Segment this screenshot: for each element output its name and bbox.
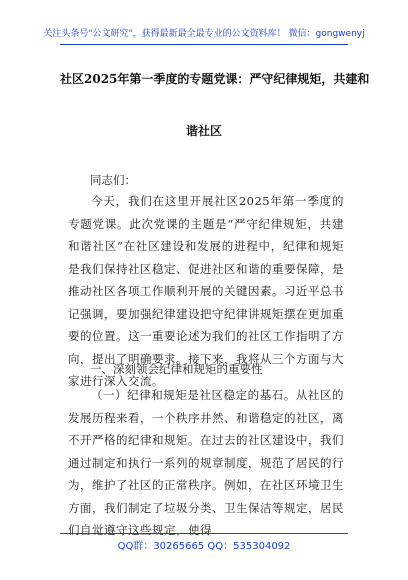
footer-divider <box>60 533 348 534</box>
section-paragraph: （一）纪律和规矩是社区稳定的基石。从社区的发展历程来看，一个秩序井然、和谐稳定的社区，离不开严格的纪律和规矩。在过去的社区建设中，我们通过制定和执行一系列的规章制度，规范了居民的行为，维护了社区的正常秩序。例如，在社区环境卫生方面，我们制定了垃圾分类、卫生保洁等规定，居民们自觉遵守这些规定，使得 <box>68 388 344 537</box>
intro-paragraph: 今天，我们在这里开展社区2025年第一季度的专题党课。此次党课的主题是“严守纪律规矩，共建和谐社区”在社区建设和发展的进程中，纪律和规矩是我们保持社区稳定、促进社区和谐的重要保障，是推动社区各项工作顺利开展的关键因素。习近平总书记强调，要加强纪律建设把守纪律讲规矩摆在更加重要的位置。这一重要论述为我们的社区工作指明了方向，提出了明确要求。接下来，我将从三个方面与大家进行深入交流。 <box>68 194 344 388</box>
footer-contact-text: QQ群：30265665 QQ：535304092 <box>117 541 291 552</box>
salutation: 同志们： <box>90 173 136 187</box>
header-promo-text: 关注头条号"公文研究"，获得最新最全最专业的公文资料库！ 微信：gongwenyj <box>43 29 365 39</box>
document-title-line-1: 社区2025年第一季度的专题党课：严守纪律规矩，共建和 <box>60 72 370 86</box>
header-divider <box>60 44 348 45</box>
section-heading: 一、深刻领会纪律和规矩的重要性 <box>90 362 263 376</box>
document-title-line-2: 谐社区 <box>185 124 222 138</box>
